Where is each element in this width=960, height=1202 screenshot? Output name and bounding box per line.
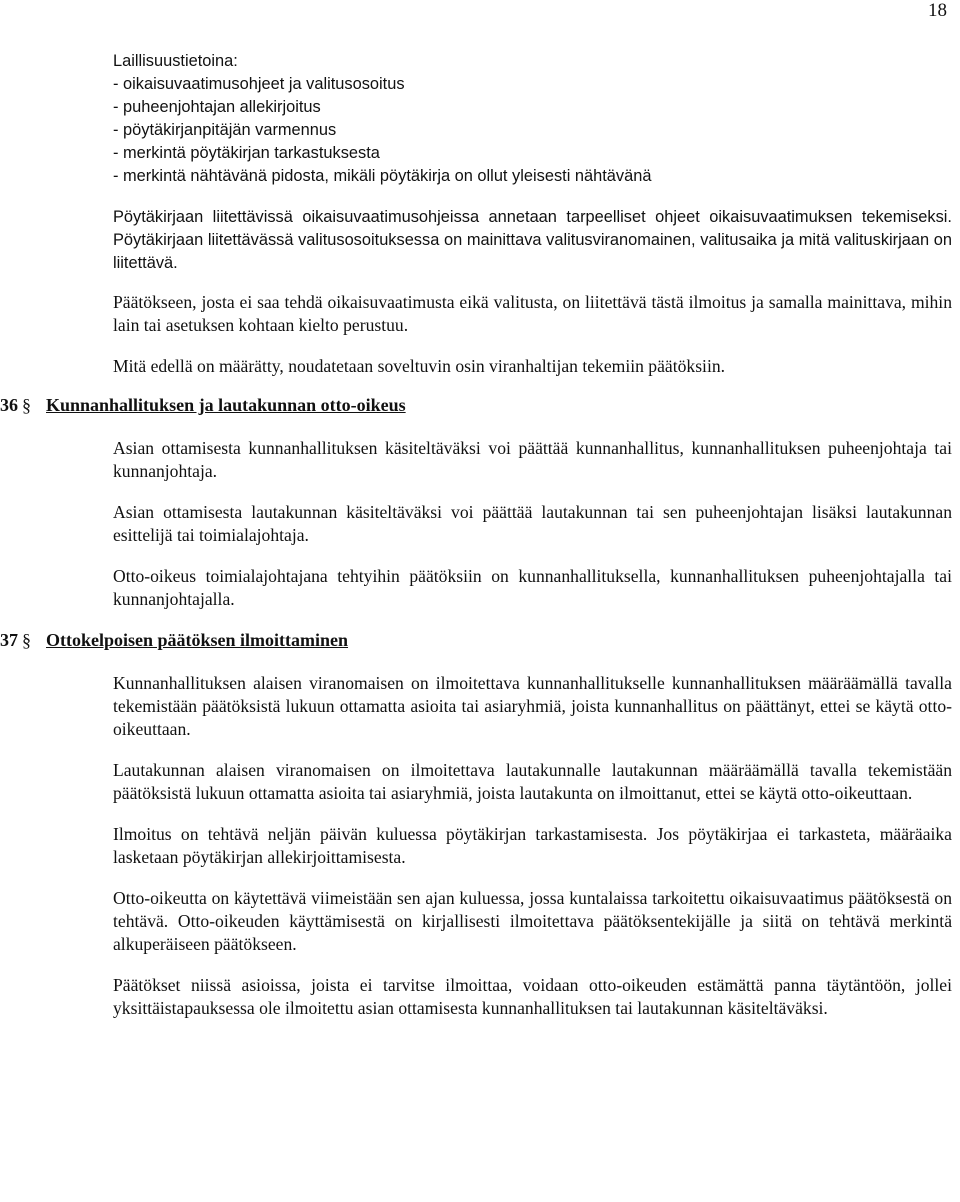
paragraph: Mitä edellä on määrätty, noudatetaan soveltuvin osin viranhaltijan tekemiin päätöksiin. (113, 356, 726, 376)
list-item: - puheenjohtajan allekirjoitus (113, 98, 321, 116)
list-item: - oikaisuvaatimusohjeet ja valitusosoitus (113, 75, 405, 93)
list-item: - merkintä nähtävänä pidosta, mikäli pöytäkirja on ollut yleisesti nähtävänä (113, 167, 652, 185)
paragraph: Otto-oikeutta on käytettävä viimeistään sen ajan kuluessa, jossa kuntalaissa tarkoitettu oikaisuvaatimus päätöksestä on tehtävä. Otto-oikeuden käyttämisestä on kirjallisesti ilmoitettava päätöksentekijälle ja siitä on tehtävä merkintä alkuperäiseen päätökseen. (113, 888, 952, 954)
section-number: 37 (0, 630, 18, 650)
paragraph: Päätökseen, josta ei saa tehdä oikaisuvaatimusta eikä valitusta, on liitettävä tästä ilmoitus ja samalla mainittava, mihin lain tai asetuksen kohtaan kielto perustuu. (113, 292, 952, 335)
paragraph: Ilmoitus on tehtävä neljän päivän kuluessa pöytäkirjan tarkastamisesta. Jos pöytäkirjaa ei tarkasteta, määräaika lasketaan pöytäkirjan allekirjoittamisesta. (113, 824, 952, 867)
legal-info-block (0, 50, 960, 275)
paragraph: Asian ottamisesta lautakunnan käsiteltäväksi voi päättää lautakunnan tai sen puheenjohtajan lisäksi lautakunnan esittelijä tai toimialajohtaja. (113, 502, 952, 545)
legal-info-list (113, 73, 952, 188)
section-title: Ottokelpoisen päätöksen ilmoittaminen (46, 630, 349, 650)
legal-info-intro: Laillisuustietoina: (113, 52, 238, 70)
section-symbol: § (22, 395, 31, 415)
page-number: 18 (928, 0, 947, 21)
section-title: Kunnanhallituksen ja lautakunnan otto-oikeus (46, 395, 406, 415)
section-symbol: § (22, 630, 31, 650)
list-item: - merkintä pöytäkirjan tarkastuksesta (113, 144, 380, 162)
paragraph: Lautakunnan alaisen viranomaisen on ilmoitettava lautakunnalle lautakunnan määräämällä tavalla tekemistään päätöksistä lukuun ottamatta asioita tai asiaryhmiä, joista lautakunta on ilmoittanut, ettei se käytä otto-oikeuttaan. (113, 760, 952, 803)
paragraph: Päätökset niissä asioissa, joista ei tarvitse ilmoittaa, voidaan otto-oikeuden estämättä panna täytäntöön, jollei yksittäistapauksessa ole ilmoitettu asian ottamisesta kunnanhallituksen tai lautakunnan käsiteltäväksi. (113, 975, 952, 1018)
paragraph: Pöytäkirjaan liitettävissä oikaisuvaatimusohjeissa annetaan tarpeelliset ohjeet oikaisuvaatimuksen tekemiseksi. Pöytäkirjaan liitettävässä valitusosoituksessa on mainittava valitusviranomainen, valitusaika ja mitä valituskirjaan on liitettävä. (113, 208, 952, 272)
document-body (0, 50, 960, 1020)
section-heading-37 (0, 629, 960, 652)
section-37-body (0, 672, 960, 1020)
paragraph: Asian ottamisesta kunnanhallituksen käsiteltäväksi voi päättää kunnanhallitus, kunnanhallituksen puheenjohtaja tai kunnanjohtaja. (113, 438, 952, 481)
paragraph: Otto-oikeus toimialajohtajana tehtyihin päätöksiin on kunnanhallituksella, kunnanhallituksen puheenjohtajalla tai kunnanjohtajalla. (113, 566, 952, 609)
section-heading-36 (0, 394, 960, 417)
body-block (0, 291, 960, 378)
list-item: - pöytäkirjanpitäjän varmennus (113, 121, 337, 139)
section-number: 36 (0, 395, 18, 415)
paragraph: Kunnanhallituksen alaisen viranomaisen on ilmoitettava kunnanhallitukselle kunnanhallituksen määräämällä tavalla tekemistään päätöksistä lukuun ottamatta asioita tai asiaryhmiä, joista kunnanhallitus on päättänyt, ettei se käytä otto-oikeuttaan. (113, 673, 952, 739)
section-36-body (0, 437, 960, 611)
